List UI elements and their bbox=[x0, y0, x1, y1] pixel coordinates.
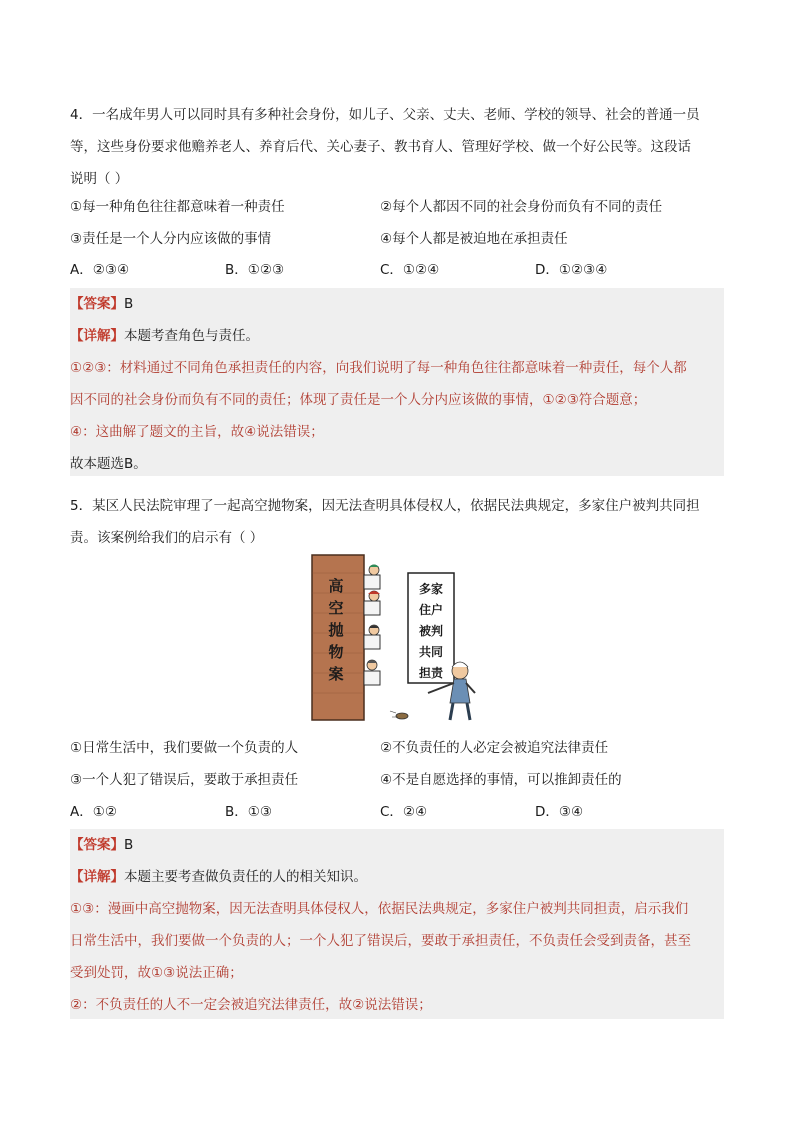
q4-detail-red: ①②③：材料通过不同角色承担责任的内容，向我们说明了每一种角色往往都意味着一种责任，每个人都 bbox=[70, 360, 687, 376]
balcony bbox=[364, 575, 380, 589]
building-text: 抛 bbox=[328, 621, 344, 639]
q5-option-2: ②不负责任的人必定会被追究法律责任 bbox=[380, 740, 609, 756]
q5-choice-b: B．①③ bbox=[225, 804, 272, 820]
q5-detail-red: ①③：漫画中高空抛物案，因无法查明具体侵权人，依据民法典规定，多家住户被判共同担责，启示我们 bbox=[70, 901, 689, 917]
q4-option-1: ①每一种角色往往都意味着一种责任 bbox=[70, 199, 285, 215]
q4-options-row-1 bbox=[70, 191, 724, 223]
detail-tag: 【详解】 bbox=[70, 869, 124, 885]
comic-illustration bbox=[310, 553, 480, 723]
answer-tag: 【答案】 bbox=[70, 296, 124, 312]
q5-option-3: ③一个人犯了错误后，要敢于承担责任 bbox=[70, 772, 299, 788]
q5-detail-line bbox=[70, 861, 724, 893]
detail-tag: 【详解】 bbox=[70, 328, 124, 344]
q5-stem-line: 责。该案例给我们的启示有（ ） bbox=[70, 530, 264, 546]
q5-answer-line bbox=[70, 829, 724, 861]
q5-detail-red: 日常生活中，我们要做一个负责的人；一个人犯了错误后，要敢于承担责任，不负责任会受到责备，甚至 bbox=[70, 933, 691, 949]
q4-answer-line bbox=[70, 288, 724, 320]
q4-stem-line: 4．一名成年男人可以同时具有多种社会身份，如儿子、父亲、丈夫、老师、学校的领导、社会的普通一员 bbox=[70, 107, 700, 123]
q4-choice-c: C．①②④ bbox=[380, 262, 440, 278]
q5-detail-red: ②：不负责任的人不一定会被追究法律责任，故②说法错误； bbox=[70, 997, 432, 1013]
sign-text: 被判 bbox=[418, 624, 444, 638]
answer-value: B bbox=[124, 837, 134, 853]
building-text: 物 bbox=[328, 643, 344, 661]
q4-option-3: ③责任是一个人分内应该做的事情 bbox=[70, 231, 272, 247]
dropped-object bbox=[396, 713, 408, 719]
q4-answer-block bbox=[70, 288, 724, 476]
q4-stem-line: 等，这些身份要求他赡养老人、养育后代、关心妻子、教书育人、管理好学校、做一个好公民等。这段话 bbox=[70, 139, 691, 155]
q5-choice-c: C．②④ bbox=[380, 804, 428, 820]
q4-detail-red: ④：这曲解了题文的主旨，故④说法错误； bbox=[70, 424, 324, 440]
q4-conclusion: 故本题选B。 bbox=[70, 456, 147, 472]
building-text: 空 bbox=[328, 599, 344, 617]
q4-choice-d: D．①②③④ bbox=[535, 262, 608, 278]
answer-tag: 【答案】 bbox=[70, 837, 124, 853]
q4-choice-b: B．①②③ bbox=[225, 262, 285, 278]
q5-choices bbox=[70, 796, 724, 828]
q5-options-row-1 bbox=[70, 732, 724, 764]
q5-detail-red: 受到处罚，故①③说法正确； bbox=[70, 965, 243, 981]
building-text: 案 bbox=[328, 665, 344, 683]
answer-value: B bbox=[124, 296, 134, 312]
q5-choice-d: D．③④ bbox=[535, 804, 584, 820]
q5-option-4: ④不是自愿选择的事情，可以推卸责任的 bbox=[380, 772, 622, 788]
q5-choice-a: A．①② bbox=[70, 804, 117, 820]
detail-intro: 本题考查角色与责任。 bbox=[124, 328, 259, 344]
q5-stem bbox=[70, 490, 724, 554]
q4-detail-red: 因不同的社会身份而负有不同的责任；体现了责任是一个人分内应该做的事情，①②③符合题意； bbox=[70, 392, 647, 408]
q4-options-row-2 bbox=[70, 223, 724, 255]
q4-stem-line: 说明（ ） bbox=[70, 171, 129, 187]
balcony bbox=[364, 635, 380, 649]
q4-option-4: ④每个人都是被迫地在承担责任 bbox=[380, 231, 568, 247]
sign-text: 住户 bbox=[418, 603, 444, 617]
balcony bbox=[364, 601, 380, 615]
q4-detail-line bbox=[70, 320, 724, 352]
detail-intro: 本题主要考查做负责任的人的相关知识。 bbox=[124, 869, 367, 885]
q4-option-2: ②每个人都因不同的社会身份而负有不同的责任 bbox=[380, 199, 663, 215]
q5-stem-line: 5．某区人民法院审理了一起高空抛物案，因无法查明具体侵权人，依据民法典规定，多家住户被判共同担 bbox=[70, 498, 700, 514]
q5-options-row-2 bbox=[70, 764, 724, 796]
building-text: 高 bbox=[328, 577, 344, 595]
sign-text: 多家 bbox=[418, 582, 444, 596]
q5-option-1: ①日常生活中，我们要做一个负责的人 bbox=[70, 740, 299, 756]
sign-text: 共同 bbox=[418, 645, 444, 659]
sign-text: 担责 bbox=[418, 666, 444, 680]
q4-stem bbox=[70, 99, 724, 195]
q5-answer-block bbox=[70, 829, 724, 1019]
balcony bbox=[364, 671, 380, 685]
q4-choice-a: A．②③④ bbox=[70, 262, 130, 278]
q4-choices bbox=[70, 254, 724, 286]
